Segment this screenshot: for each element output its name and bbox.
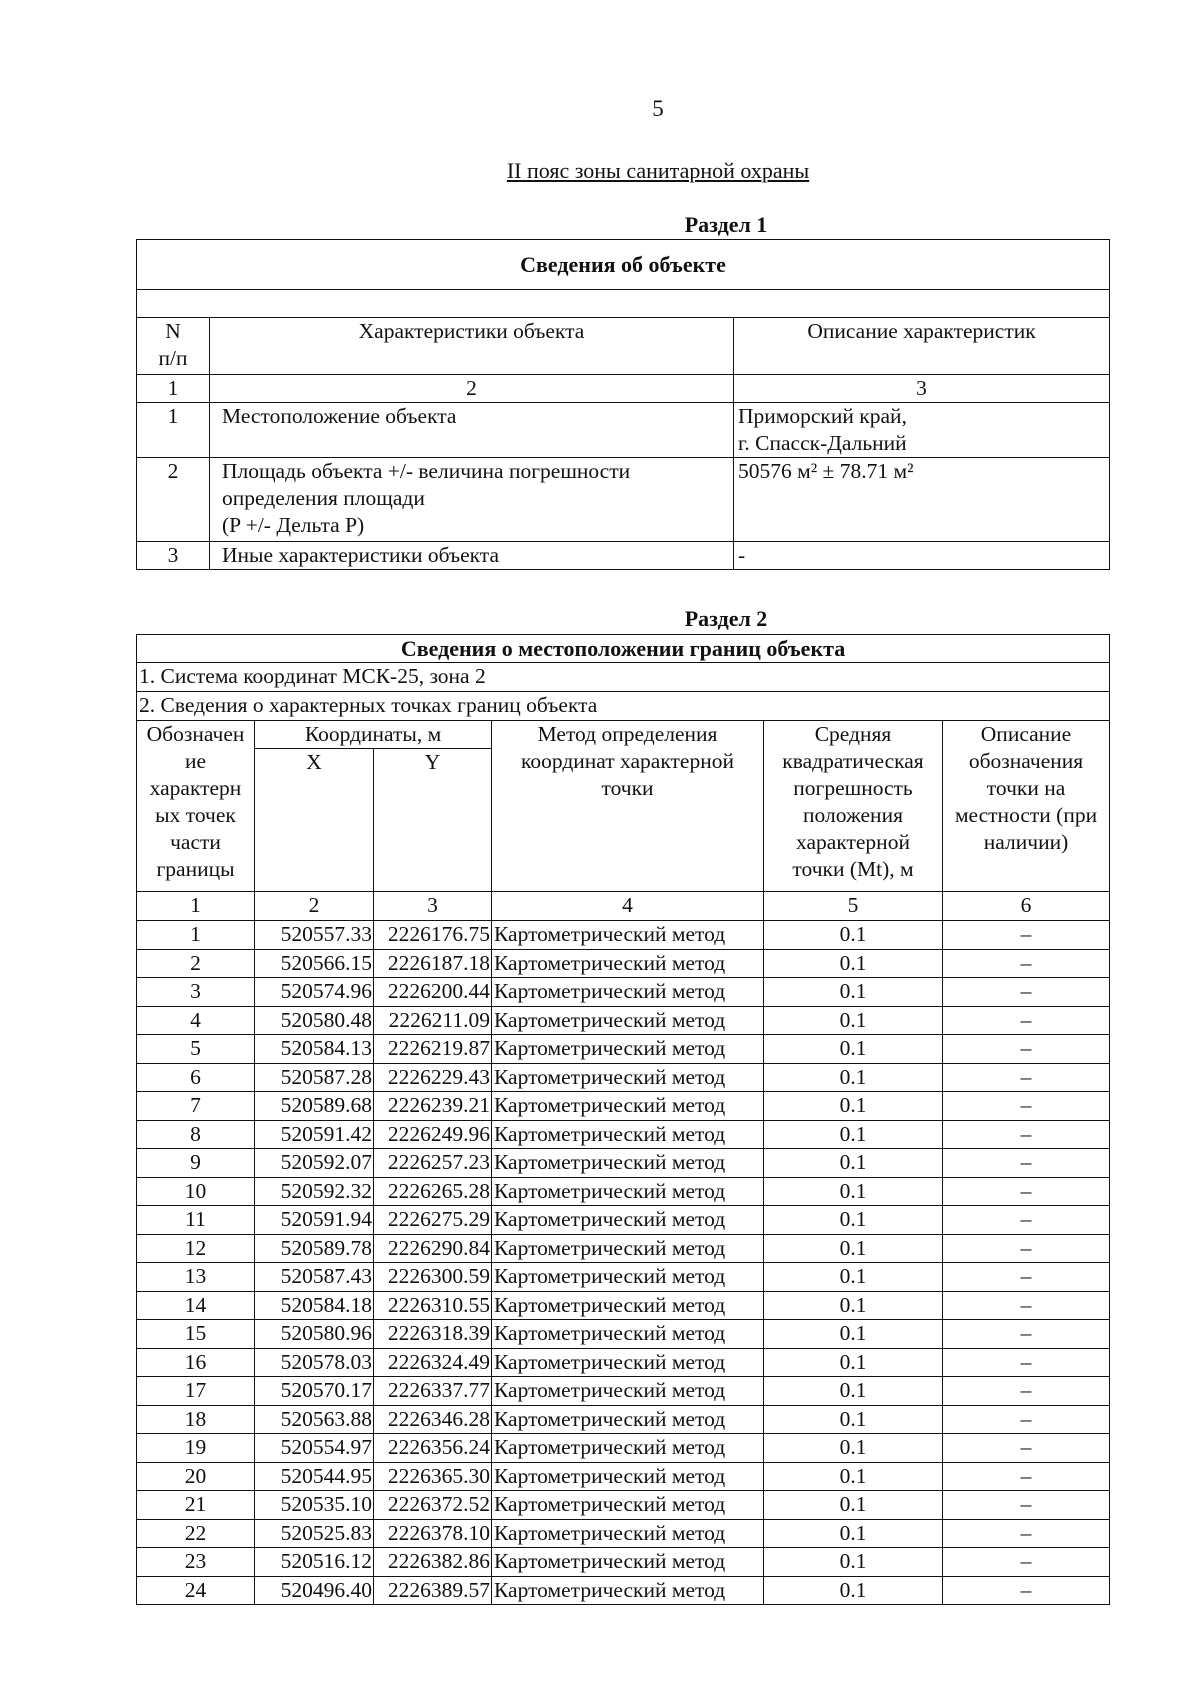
table-row [137,1120,1110,1149]
page-number: 5 [652,96,664,121]
mt-value: 0.1 [764,1035,943,1064]
point-description: – [943,1206,1110,1235]
y-coordinate: 2226365.30 [374,1462,492,1491]
point-description: – [943,1063,1110,1092]
point-number: 17 [137,1377,255,1406]
mt-value: 0.1 [764,1548,943,1577]
point-number: 19 [137,1434,255,1463]
y-coordinate: 2226239.21 [374,1092,492,1121]
method: Картометрический метод [492,1576,764,1605]
point-number: 18 [137,1405,255,1434]
header-method: Метод определения координат характерной точки [492,721,764,892]
method: Картометрический метод [492,978,764,1007]
header-number: N п/п [137,318,210,375]
points-info: 2. Сведения о характерных точках границ объекта [137,692,1110,721]
table-row [137,1405,1110,1434]
point-number: 11 [137,1206,255,1235]
point-number: 9 [137,1149,255,1178]
point-number: 6 [137,1063,255,1092]
mt-value: 0.1 [764,1320,943,1349]
method: Картометрический метод [492,1063,764,1092]
table-row [137,1548,1110,1577]
y-coordinate: 2226219.87 [374,1035,492,1064]
method: Картометрический метод [492,1291,764,1320]
mt-value: 0.1 [764,1377,943,1406]
y-coordinate: 2226257.23 [374,1149,492,1178]
mt-value: 0.1 [764,1149,943,1178]
y-coordinate: 2226389.57 [374,1576,492,1605]
point-description: – [943,1377,1110,1406]
point-description: – [943,1519,1110,1548]
column-number: 2 [210,375,734,403]
mt-value: 0.1 [764,1291,943,1320]
point-description: – [943,1149,1110,1178]
method: Картометрический метод [492,1434,764,1463]
mt-value: 0.1 [764,978,943,1007]
y-coordinate: 2226346.28 [374,1405,492,1434]
y-coordinate: 2226356.24 [374,1434,492,1463]
zone-title: II пояс зоны санитарной охраны [506,158,810,183]
table-row [137,1035,1110,1064]
method: Картометрический метод [492,1491,764,1520]
point-description: – [943,978,1110,1007]
header-y: Y [374,749,492,892]
table-row [137,1291,1110,1320]
header-description: Описание характеристик [734,318,1110,375]
table-row [137,1320,1110,1349]
x-coordinate: 520525.83 [255,1519,374,1548]
point-number: 1 [137,921,255,950]
method: Картометрический метод [492,1320,764,1349]
table-row [137,1063,1110,1092]
description: - [734,542,1110,570]
y-coordinate: 2226300.59 [374,1263,492,1292]
table-row [137,921,1110,950]
table-row [137,1491,1110,1520]
header-designation: Обозначен ие характерн ых точек части границы [137,721,255,892]
point-number: 8 [137,1120,255,1149]
mt-value: 0.1 [764,1177,943,1206]
method: Картометрический метод [492,1149,764,1178]
table-row [137,1263,1110,1292]
point-number: 10 [137,1177,255,1206]
table-row [137,978,1110,1007]
point-description: – [943,1462,1110,1491]
point-number: 3 [137,978,255,1007]
column-number: 3 [374,892,492,921]
method: Картометрический метод [492,1177,764,1206]
y-coordinate: 2226229.43 [374,1063,492,1092]
column-number: 1 [137,892,255,921]
table-row [137,949,1110,978]
y-coordinate: 2226318.39 [374,1320,492,1349]
x-coordinate: 520592.32 [255,1177,374,1206]
point-number: 24 [137,1576,255,1605]
characteristic: Площадь объекта +/- величина погрешности определения площади (P +/- Дельта P) [210,458,734,542]
characteristic: Местоположение объекта [210,403,734,458]
method: Картометрический метод [492,1120,764,1149]
x-coordinate: 520580.48 [255,1006,374,1035]
point-description: – [943,1576,1110,1605]
point-number: 7 [137,1092,255,1121]
mt-value: 0.1 [764,1206,943,1235]
method: Картометрический метод [492,1405,764,1434]
point-description: – [943,1405,1110,1434]
y-coordinate: 2226378.10 [374,1519,492,1548]
table-row [137,1348,1110,1377]
method: Картометрический метод [492,1462,764,1491]
x-coordinate: 520496.40 [255,1576,374,1605]
point-description: – [943,1434,1110,1463]
header-description: Описание обозначения точки на местности (при наличии) [943,721,1110,892]
point-description: – [943,1548,1110,1577]
x-coordinate: 520557.33 [255,921,374,950]
x-coordinate: 520574.96 [255,978,374,1007]
row-number: 2 [137,458,210,542]
table-row [137,1519,1110,1548]
object-info-table-title: Сведения об объекте [137,240,1110,290]
point-description: – [943,1491,1110,1520]
y-coordinate: 2226249.96 [374,1120,492,1149]
y-coordinate: 2226372.52 [374,1491,492,1520]
x-coordinate: 520587.28 [255,1063,374,1092]
table-row [137,1434,1110,1463]
point-number: 16 [137,1348,255,1377]
x-coordinate: 520570.17 [255,1377,374,1406]
method: Картометрический метод [492,1263,764,1292]
x-coordinate: 520584.13 [255,1035,374,1064]
mt-value: 0.1 [764,1120,943,1149]
method: Картометрический метод [492,1092,764,1121]
x-coordinate: 520554.97 [255,1434,374,1463]
x-coordinate: 520591.94 [255,1206,374,1235]
column-number: 6 [943,892,1110,921]
row-number: 3 [137,542,210,570]
method: Картометрический метод [492,1206,764,1235]
header-x: X [255,749,374,892]
point-description: – [943,1177,1110,1206]
y-coordinate: 2226200.44 [374,978,492,1007]
method: Картометрический метод [492,949,764,978]
column-number: 4 [492,892,764,921]
point-number: 15 [137,1320,255,1349]
x-coordinate: 520589.78 [255,1234,374,1263]
table-row [137,1234,1110,1263]
point-description: – [943,1348,1110,1377]
mt-value: 0.1 [764,1434,943,1463]
point-number: 13 [137,1263,255,1292]
mt-value: 0.1 [764,1263,943,1292]
description: Приморский край, г. Спасск-Дальний [734,403,1110,458]
method: Картометрический метод [492,1006,764,1035]
x-coordinate: 520535.10 [255,1491,374,1520]
point-number: 14 [137,1291,255,1320]
y-coordinate: 2226265.28 [374,1177,492,1206]
method: Картометрический метод [492,1234,764,1263]
table-row [137,403,1110,458]
point-number: 22 [137,1519,255,1548]
point-description: – [943,1291,1110,1320]
empty-row [137,290,1110,318]
method: Картометрический метод [492,1519,764,1548]
point-number: 23 [137,1548,255,1577]
characteristic: Иные характеристики объекта [210,542,734,570]
point-number: 2 [137,949,255,978]
mt-value: 0.1 [764,1462,943,1491]
y-coordinate: 2226324.49 [374,1348,492,1377]
x-coordinate: 520516.12 [255,1548,374,1577]
method: Картометрический метод [492,1548,764,1577]
point-description: – [943,1092,1110,1121]
boundary-points-table [136,634,1110,1605]
point-number: 5 [137,1035,255,1064]
y-coordinate: 2226290.84 [374,1234,492,1263]
row-number: 1 [137,403,210,458]
section-2-title: Раздел 2 [684,606,768,631]
coordinate-system: 1. Система координат МСК-25, зона 2 [137,663,1110,692]
table-row [137,1576,1110,1605]
point-description: – [943,1320,1110,1349]
point-description: – [943,949,1110,978]
x-coordinate: 520544.95 [255,1462,374,1491]
table-row [137,1206,1110,1235]
mt-value: 0.1 [764,1405,943,1434]
point-description: – [943,1120,1110,1149]
mt-value: 0.1 [764,1348,943,1377]
table-row [137,458,1110,542]
table-row [137,1462,1110,1491]
column-number: 5 [764,892,943,921]
mt-value: 0.1 [764,1519,943,1548]
x-coordinate: 520578.03 [255,1348,374,1377]
y-coordinate: 2226187.18 [374,949,492,978]
y-coordinate: 2226275.29 [374,1206,492,1235]
point-number: 12 [137,1234,255,1263]
x-coordinate: 520563.88 [255,1405,374,1434]
x-coordinate: 520566.15 [255,949,374,978]
header-mt: Средняя квадратическая погрешность положения характерной точки (Mt), м [764,721,943,892]
y-coordinate: 2226211.09 [374,1006,492,1035]
mt-value: 0.1 [764,921,943,950]
table-row [137,1149,1110,1178]
y-coordinate: 2226382.86 [374,1548,492,1577]
table-row [137,1006,1110,1035]
method: Картометрический метод [492,1377,764,1406]
column-number: 3 [734,375,1110,403]
point-description: – [943,1035,1110,1064]
point-description: – [943,1006,1110,1035]
header-characteristics: Характеристики объекта [210,318,734,375]
x-coordinate: 520591.42 [255,1120,374,1149]
object-info-table [136,239,1110,570]
table-row [137,1177,1110,1206]
header-coordinates: Координаты, м [255,721,492,749]
method: Картометрический метод [492,921,764,950]
x-coordinate: 520589.68 [255,1092,374,1121]
column-number: 2 [255,892,374,921]
table-row [137,542,1110,570]
method: Картометрический метод [492,1035,764,1064]
mt-value: 0.1 [764,1234,943,1263]
mt-value: 0.1 [764,1491,943,1520]
point-number: 4 [137,1006,255,1035]
point-number: 21 [137,1491,255,1520]
point-description: – [943,1263,1110,1292]
x-coordinate: 520584.18 [255,1291,374,1320]
y-coordinate: 2226337.77 [374,1377,492,1406]
mt-value: 0.1 [764,1063,943,1092]
y-coordinate: 2226310.55 [374,1291,492,1320]
mt-value: 0.1 [764,1576,943,1605]
table-row [137,1377,1110,1406]
x-coordinate: 520587.43 [255,1263,374,1292]
table-row [137,1092,1110,1121]
point-description: – [943,1234,1110,1263]
y-coordinate: 2226176.75 [374,921,492,950]
point-description: – [943,921,1110,950]
x-coordinate: 520580.96 [255,1320,374,1349]
description: 50576 м² ± 78.71 м² [734,458,1110,542]
section-1-title: Раздел 1 [684,212,768,237]
mt-value: 0.1 [764,1006,943,1035]
x-coordinate: 520592.07 [255,1149,374,1178]
method: Картометрический метод [492,1348,764,1377]
point-number: 20 [137,1462,255,1491]
mt-value: 0.1 [764,1092,943,1121]
column-number: 1 [137,375,210,403]
boundary-table-title: Сведения о местоположении границ объекта [137,635,1110,663]
mt-value: 0.1 [764,949,943,978]
